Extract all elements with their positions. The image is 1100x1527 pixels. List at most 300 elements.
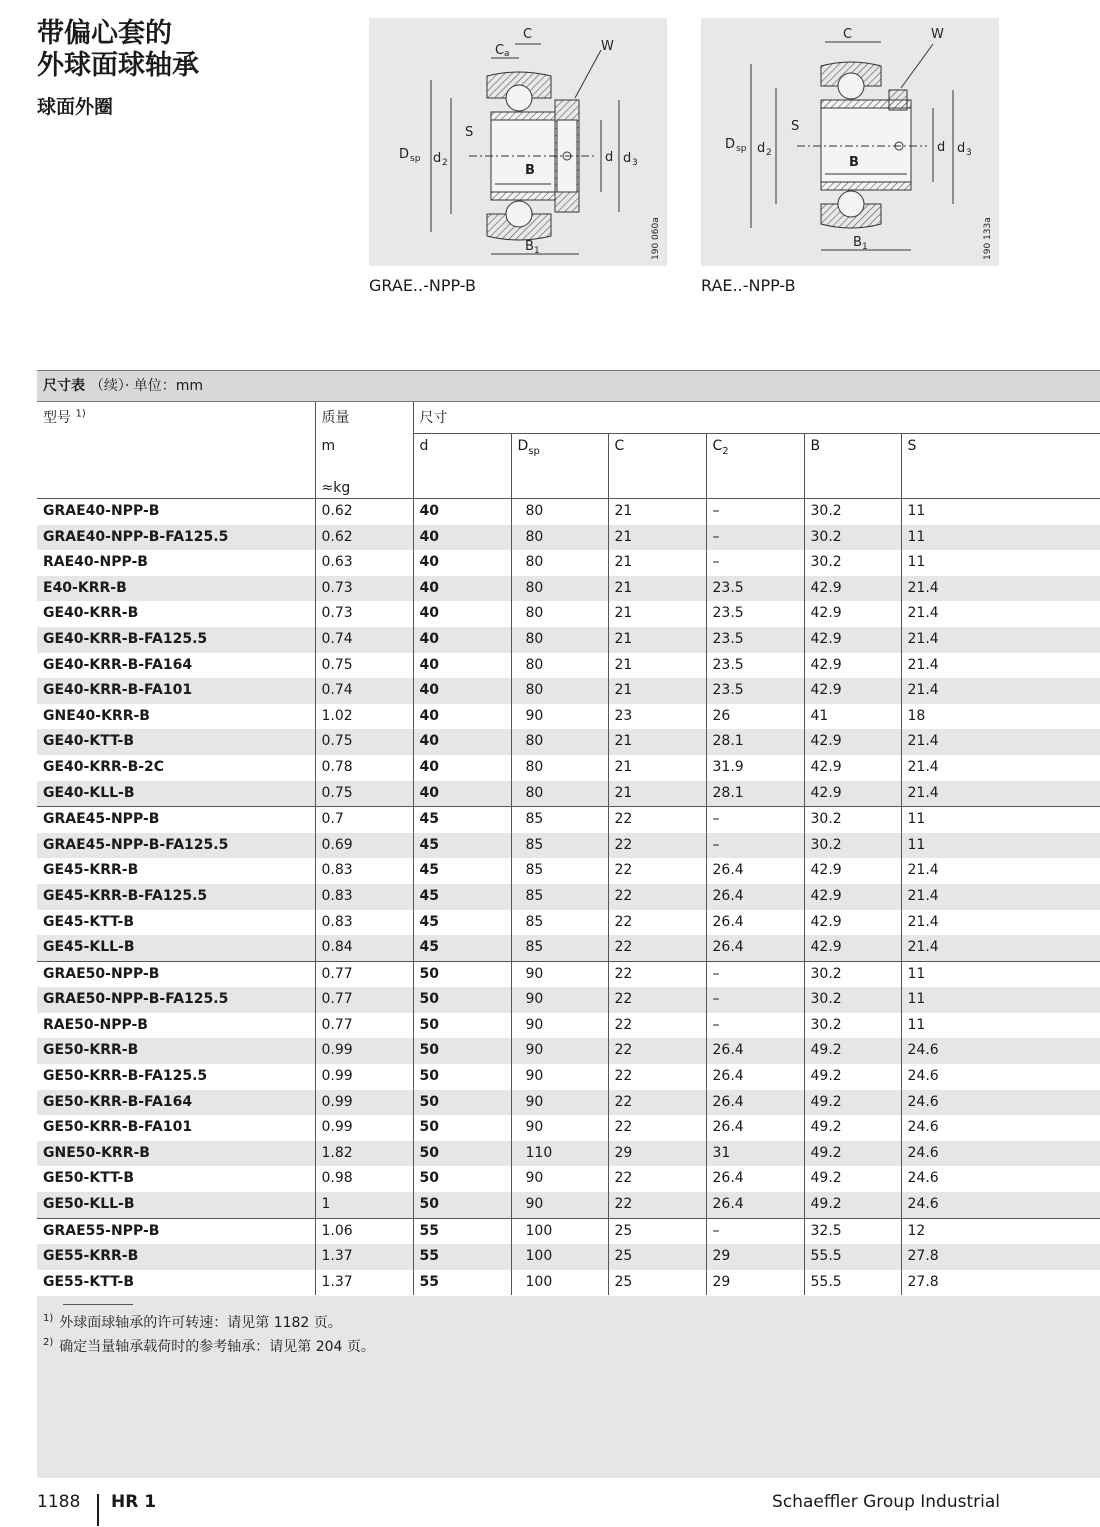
svg-text:B: B <box>525 239 534 254</box>
cell-c: 22 <box>608 935 706 961</box>
cell-s: 18 <box>901 704 1100 730</box>
table-row <box>37 627 1100 653</box>
svg-text:sp: sp <box>410 154 421 164</box>
col-s: S <box>901 434 1100 461</box>
svg-text:d: d <box>623 151 632 166</box>
svg-text:1: 1 <box>534 246 540 256</box>
cell-c2: 28.1 <box>706 729 804 755</box>
cell-s: 11 <box>901 550 1100 576</box>
cell-m: 0.77 <box>315 961 413 987</box>
cell-s: 24.6 <box>901 1115 1100 1141</box>
cell-model: GE40-KRR-B-2C <box>43 758 165 775</box>
cell-dsp: 90 <box>511 704 608 730</box>
cell-d: 55 <box>413 1218 511 1244</box>
cell-model: GRAE45-NPP-B <box>37 807 315 833</box>
cell-s: 11 <box>901 987 1100 1013</box>
cell-d: 50 <box>413 1141 511 1167</box>
cell-m: 0.63 <box>315 550 413 576</box>
svg-text:2: 2 <box>766 148 772 158</box>
cell-model: GNE40-KRR-B <box>43 707 150 724</box>
col-dims: 尺寸 <box>413 402 1100 434</box>
footnotes <box>37 1296 1100 1478</box>
cell-c2: 26.4 <box>706 1090 804 1116</box>
svg-text:3: 3 <box>632 158 638 168</box>
cell-b: 41 <box>804 704 901 730</box>
svg-text:a: a <box>504 49 510 59</box>
cell-model: GE50-KRR-B-FA125.5 <box>43 1068 208 1085</box>
cell-c: 21 <box>608 729 706 755</box>
cell-d: 40 <box>413 678 511 704</box>
cell-s: 21.4 <box>901 601 1100 627</box>
svg-text:B: B <box>849 155 859 170</box>
cell-s: 21.4 <box>901 910 1100 936</box>
cell-d: 45 <box>413 858 511 884</box>
cell-s: 11 <box>901 833 1100 859</box>
cell-s: 11 <box>901 1013 1100 1039</box>
section-label: HR 1 <box>111 1492 157 1512</box>
cell-b: 42.9 <box>804 781 901 807</box>
cell-b: 49.2 <box>804 1090 901 1116</box>
cell-c2: 26.4 <box>706 1192 804 1218</box>
cell-c2: 26.4 <box>706 1115 804 1141</box>
cell-m: 0.69 <box>315 833 413 859</box>
cell-c: 21 <box>608 678 706 704</box>
cell-d: 50 <box>413 1038 511 1064</box>
table-row <box>37 833 1100 859</box>
cell-c: 21 <box>608 576 706 602</box>
cell-c: 21 <box>608 499 706 525</box>
cell-c: 21 <box>608 781 706 807</box>
cell-c2: 31.9 <box>706 755 804 781</box>
svg-text:3: 3 <box>966 148 972 158</box>
cell-c: 21 <box>608 755 706 781</box>
cell-dsp: 80 <box>511 653 608 679</box>
cell-model: GE45-KRR-B-FA125.5 <box>37 884 315 910</box>
cell-d: 40 <box>413 550 511 576</box>
cell-c2: 26.4 <box>706 910 804 936</box>
cell-model: GE40-KTT-B <box>37 729 315 755</box>
title-line-2: 外球面球轴承 <box>37 50 199 81</box>
cell-c2: – <box>706 807 804 833</box>
cell-s: 21.4 <box>901 755 1100 781</box>
cell-m: 0.99 <box>315 1038 413 1064</box>
svg-text:S: S <box>791 119 800 134</box>
cell-dsp: 90 <box>511 1115 608 1141</box>
cell-model: RAE40-NPP-B <box>43 554 148 571</box>
cell-c: 21 <box>608 525 706 551</box>
cell-m: 0.77 <box>315 987 413 1013</box>
cell-b: 42.9 <box>804 601 901 627</box>
cell-c2: 26.4 <box>706 858 804 884</box>
cell-b: 30.2 <box>804 987 901 1013</box>
cell-model: GE40-KRR-B <box>43 605 139 622</box>
table-row <box>37 1166 1100 1192</box>
cell-dsp: 80 <box>511 781 608 807</box>
table-row <box>37 910 1100 936</box>
cell-s: 21.4 <box>901 627 1100 653</box>
cell-c2: 28.1 <box>706 781 804 807</box>
cell-dsp: 100 <box>511 1218 608 1244</box>
footer-divider <box>97 1494 99 1526</box>
cell-c: 25 <box>608 1218 706 1244</box>
cell-m: 1.02 <box>315 704 413 730</box>
cell-b: 42.9 <box>804 627 901 653</box>
cell-m: 0.83 <box>315 858 413 884</box>
cell-dsp: 90 <box>511 1192 608 1218</box>
cell-b: 55.5 <box>804 1270 901 1296</box>
cell-b: 49.2 <box>804 1192 901 1218</box>
cell-d: 40 <box>413 627 511 653</box>
table-row <box>37 1115 1100 1141</box>
cell-d: 50 <box>413 961 511 987</box>
cell-b: 55.5 <box>804 1244 901 1270</box>
cell-model: GE50-KRR-B-FA101 <box>43 1119 193 1136</box>
cell-d: 50 <box>413 1192 511 1218</box>
cell-m: 1.37 <box>315 1270 413 1296</box>
cell-dsp: 90 <box>511 961 608 987</box>
col-mass-symbol: m <box>315 434 413 461</box>
cell-dsp: 85 <box>511 910 608 936</box>
cell-dsp: 80 <box>511 678 608 704</box>
cell-s: 21.4 <box>901 576 1100 602</box>
svg-text:d: d <box>937 140 946 155</box>
table-row <box>37 807 1100 833</box>
cell-s: 21.4 <box>901 653 1100 679</box>
cell-b: 49.2 <box>804 1064 901 1090</box>
cell-m: 0.99 <box>315 1090 413 1116</box>
cell-d: 40 <box>413 525 511 551</box>
cell-m: 0.62 <box>315 525 413 551</box>
svg-text:W: W <box>931 27 944 42</box>
cell-c: 29 <box>608 1141 706 1167</box>
figure-caption-grae: GRAE..-NPP-B <box>369 276 476 295</box>
cell-dsp: 80 <box>511 755 608 781</box>
col-c2: $C_2$ <box>706 434 804 461</box>
table-row <box>37 1090 1100 1116</box>
cell-model: GRAE40-NPP-B <box>43 503 160 519</box>
cell-c2: 26.4 <box>706 1166 804 1192</box>
dimension-table <box>37 370 1100 1295</box>
cell-model: GE45-KLL-B <box>37 935 315 961</box>
cell-dsp: 110 <box>511 1141 608 1167</box>
cell-model: GE45-KRR-B <box>43 862 139 879</box>
cell-b: 42.9 <box>804 729 901 755</box>
cell-m: 0.75 <box>315 781 413 807</box>
cell-b: 49.2 <box>804 1141 901 1167</box>
cell-c2: 26.4 <box>706 1064 804 1090</box>
cell-c: 22 <box>608 1090 706 1116</box>
cell-c2: – <box>706 499 804 525</box>
table-row <box>37 1141 1100 1167</box>
svg-text:d: d <box>957 141 966 156</box>
table-row <box>37 1270 1100 1296</box>
cell-c2: – <box>706 1218 804 1244</box>
page-number: 1188 <box>37 1492 81 1512</box>
cell-d: 45 <box>413 935 511 961</box>
svg-text:C: C <box>523 27 533 42</box>
cell-model: GE50-KRR-B-FA164 <box>37 1090 315 1116</box>
table-row <box>37 781 1100 807</box>
table-row <box>37 884 1100 910</box>
cell-c: 22 <box>608 910 706 936</box>
table-row <box>37 601 1100 627</box>
footnote-2: $^{2)}$ 确定当量轴承载荷时的参考轴承：请见第 204 页。 <box>43 1337 375 1355</box>
cell-d: 45 <box>413 807 511 833</box>
cell-dsp: 85 <box>511 858 608 884</box>
footnote-1: $^{1)}$ 外球面球轴承的许可转速：请见第 1182 页。 <box>43 1313 342 1331</box>
table-row <box>37 729 1100 755</box>
table-row <box>37 653 1100 679</box>
cell-c: 22 <box>608 961 706 987</box>
cell-b: 30.2 <box>804 499 901 525</box>
cell-m: 0.74 <box>315 627 413 653</box>
cell-dsp: 85 <box>511 807 608 833</box>
cell-dsp: 100 <box>511 1270 608 1296</box>
svg-text:W: W <box>601 39 614 54</box>
cell-dsp: 90 <box>511 1090 608 1116</box>
cell-m: 0.83 <box>315 910 413 936</box>
cell-c2: – <box>706 550 804 576</box>
cell-model: GE50-KLL-B <box>37 1192 315 1218</box>
cell-d: 50 <box>413 1013 511 1039</box>
cell-c2: 23.5 <box>706 576 804 602</box>
cell-dsp: 90 <box>511 1064 608 1090</box>
cell-s: 21.4 <box>901 884 1100 910</box>
cell-d: 40 <box>413 576 511 602</box>
bearing-drawing-rae <box>701 18 999 266</box>
cell-model: GE40-KRR-B-FA101 <box>37 678 315 704</box>
cell-d: 50 <box>413 987 511 1013</box>
cell-m: 1.06 <box>315 1218 413 1244</box>
cell-b: 30.2 <box>804 833 901 859</box>
cell-c: 22 <box>608 1038 706 1064</box>
table-row <box>37 1218 1100 1244</box>
svg-text:d: d <box>433 151 442 166</box>
cell-m: 0.75 <box>315 653 413 679</box>
cell-b: 30.2 <box>804 525 901 551</box>
cell-m: 0.73 <box>315 576 413 602</box>
cell-d: 50 <box>413 1064 511 1090</box>
table-row <box>37 935 1100 961</box>
cell-c2: 29 <box>706 1244 804 1270</box>
cell-m: 0.83 <box>315 884 413 910</box>
cell-s: 21.4 <box>901 935 1100 961</box>
cell-d: 50 <box>413 1115 511 1141</box>
cell-b: 30.2 <box>804 1013 901 1039</box>
cell-m: 0.99 <box>315 1064 413 1090</box>
cell-d: 55 <box>413 1244 511 1270</box>
cell-d: 40 <box>413 781 511 807</box>
cell-s: 21.4 <box>901 781 1100 807</box>
svg-text:2: 2 <box>442 158 448 168</box>
cell-s: 21.4 <box>901 858 1100 884</box>
svg-text:1: 1 <box>862 242 868 252</box>
cell-m: 0.74 <box>315 678 413 704</box>
cell-c: 22 <box>608 858 706 884</box>
cell-b: 42.9 <box>804 576 901 602</box>
cell-dsp: 90 <box>511 1038 608 1064</box>
cell-m: 1 <box>315 1192 413 1218</box>
cell-s: 21.4 <box>901 729 1100 755</box>
cell-b: 42.9 <box>804 678 901 704</box>
cell-c2: 23.5 <box>706 601 804 627</box>
cell-dsp: 85 <box>511 884 608 910</box>
cell-model: GE50-KTT-B <box>43 1170 135 1187</box>
cell-b: 42.9 <box>804 653 901 679</box>
col-mass: 质量 <box>315 402 413 434</box>
table-row <box>37 858 1100 884</box>
page-title <box>37 18 199 82</box>
cell-c: 22 <box>608 1013 706 1039</box>
cell-model: GE40-KRR-B-FA125.5 <box>37 627 315 653</box>
svg-text:C: C <box>495 43 505 58</box>
cell-m: 1.82 <box>315 1141 413 1167</box>
table-row <box>37 1064 1100 1090</box>
cell-c2: – <box>706 525 804 551</box>
cell-d: 40 <box>413 755 511 781</box>
table-row <box>37 1013 1100 1039</box>
cell-c: 21 <box>608 627 706 653</box>
table-row <box>37 550 1100 576</box>
cell-b: 30.2 <box>804 807 901 833</box>
cell-c2: 26.4 <box>706 884 804 910</box>
cell-dsp: 100 <box>511 1244 608 1270</box>
cell-s: 11 <box>901 807 1100 833</box>
svg-text:d: d <box>605 150 614 165</box>
cell-d: 40 <box>413 601 511 627</box>
cell-model: E40-KRR-B <box>37 576 315 602</box>
cell-d: 40 <box>413 499 511 525</box>
col-dsp: $D_{sp}$ <box>511 434 608 461</box>
cell-d: 50 <box>413 1166 511 1192</box>
cell-dsp: 80 <box>511 601 608 627</box>
cell-m: 0.77 <box>315 1013 413 1039</box>
table-row <box>37 987 1100 1013</box>
svg-text:d: d <box>757 141 766 156</box>
cell-c2: – <box>706 987 804 1013</box>
cell-c: 21 <box>608 601 706 627</box>
svg-text:D: D <box>399 147 410 162</box>
cell-b: 49.2 <box>804 1115 901 1141</box>
cell-d: 40 <box>413 653 511 679</box>
table-body <box>37 499 1100 1296</box>
cell-s: 24.6 <box>901 1064 1100 1090</box>
cell-c: 22 <box>608 1192 706 1218</box>
cell-s: 24.6 <box>901 1090 1100 1116</box>
cell-model: GRAE55-NPP-B <box>37 1218 315 1244</box>
table-title: 尺寸表 （续）· 单位：mm <box>37 371 1100 402</box>
table-row <box>37 576 1100 602</box>
cell-d: 45 <box>413 833 511 859</box>
cell-dsp: 80 <box>511 499 608 525</box>
svg-text:S: S <box>465 125 474 140</box>
cell-m: 0.78 <box>315 755 413 781</box>
cell-b: 32.5 <box>804 1218 901 1244</box>
cell-c: 22 <box>608 884 706 910</box>
cell-c2: – <box>706 1013 804 1039</box>
table-row <box>37 499 1100 525</box>
cell-d: 40 <box>413 704 511 730</box>
cell-c2: 26 <box>706 704 804 730</box>
cell-b: 42.9 <box>804 755 901 781</box>
cell-s: 24.6 <box>901 1166 1100 1192</box>
table-row <box>37 1038 1100 1064</box>
cell-c: 25 <box>608 1270 706 1296</box>
cell-s: 27.8 <box>901 1270 1100 1296</box>
cell-c: 25 <box>608 1244 706 1270</box>
cell-m: 0.84 <box>315 935 413 961</box>
cell-s: 24.6 <box>901 1141 1100 1167</box>
cell-s: 11 <box>901 525 1100 551</box>
page-subtitle: 球面外圈 <box>37 96 114 118</box>
cell-c: 22 <box>608 1115 706 1141</box>
cell-d: 55 <box>413 1270 511 1296</box>
table-row <box>37 525 1100 551</box>
figure-rae-npp-b <box>701 18 999 266</box>
cell-model: RAE50-NPP-B <box>43 1016 148 1033</box>
cell-s: 24.6 <box>901 1038 1100 1064</box>
cell-s: 21.4 <box>901 678 1100 704</box>
figure-grae-npp-b <box>369 18 667 266</box>
figure-caption-rae: RAE..-NPP-B <box>701 276 796 295</box>
cell-c: 22 <box>608 1166 706 1192</box>
cell-model: GRAE50-NPP-B-FA125.5 <box>37 987 315 1013</box>
cell-m: 0.62 <box>315 499 413 525</box>
cell-model: GE40-KRR-B-FA164 <box>43 656 193 673</box>
figure-code: 190 060a <box>651 217 661 260</box>
cell-c2: – <box>706 961 804 987</box>
cell-dsp: 85 <box>511 935 608 961</box>
title-line-1: 带偏心套的 <box>37 18 172 49</box>
col-b: B <box>804 434 901 461</box>
cell-m: 0.73 <box>315 601 413 627</box>
cell-model: GE40-KLL-B <box>37 781 315 807</box>
cell-s: 11 <box>901 961 1100 987</box>
bearing-drawing-grae <box>369 18 667 266</box>
cell-model: GNE50-KRR-B <box>37 1141 315 1167</box>
svg-text:B: B <box>525 163 535 178</box>
cell-model: GRAE50-NPP-B <box>37 961 315 987</box>
cell-dsp: 90 <box>511 987 608 1013</box>
cell-dsp: 80 <box>511 525 608 551</box>
svg-text:sp: sp <box>736 144 747 154</box>
table-row <box>37 961 1100 987</box>
cell-dsp: 80 <box>511 627 608 653</box>
cell-dsp: 80 <box>511 729 608 755</box>
table-row <box>37 1244 1100 1270</box>
cell-c: 22 <box>608 987 706 1013</box>
cell-c2: 26.4 <box>706 1038 804 1064</box>
cell-dsp: 80 <box>511 576 608 602</box>
table-row <box>37 704 1100 730</box>
cell-dsp: 85 <box>511 833 608 859</box>
cell-c2: 23.5 <box>706 627 804 653</box>
cell-c: 22 <box>608 807 706 833</box>
table-row <box>37 1192 1100 1218</box>
cell-model: GE55-KRR-B <box>37 1244 315 1270</box>
col-mass-unit: ≈kg <box>315 460 413 499</box>
cell-m: 1.37 <box>315 1244 413 1270</box>
cell-model: GE50-KRR-B <box>37 1038 315 1064</box>
cell-c2: 26.4 <box>706 935 804 961</box>
cell-model: GRAE40-NPP-B-FA125.5 <box>37 525 315 551</box>
cell-model: GE45-KTT-B <box>43 913 135 930</box>
cell-m: 0.75 <box>315 729 413 755</box>
table-row <box>37 678 1100 704</box>
cell-s: 12 <box>901 1218 1100 1244</box>
cell-b: 42.9 <box>804 910 901 936</box>
publisher: Schaeffler Group Industrial <box>772 1492 1000 1512</box>
